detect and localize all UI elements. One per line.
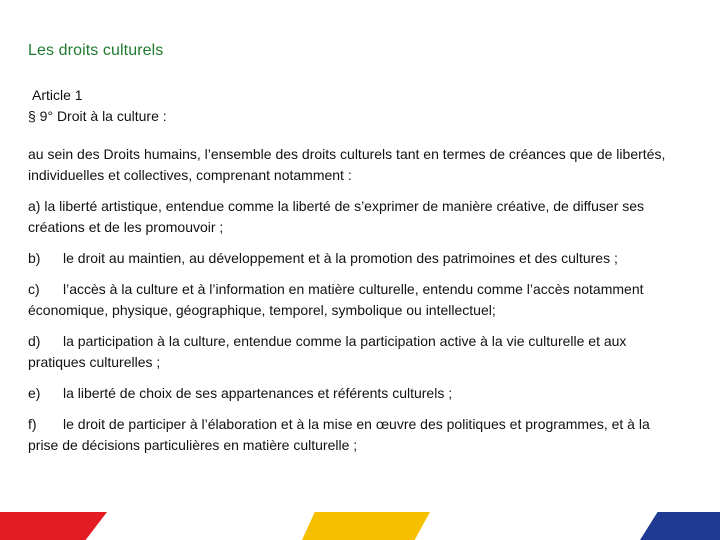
article-body	[28, 144, 678, 466]
item-text: la liberté de choix de ses appartenances et référents culturels ;	[63, 385, 453, 401]
item-text: le droit au maintien, au développement et à la promotion des patrimoines et des cultures ;	[63, 250, 618, 266]
slide-title: Les droits culturels	[28, 42, 164, 59]
article-heading	[28, 85, 167, 127]
item-text: la participation à la culture, entendue comme la participation active à la vie culturelle et aux pratiques culturelles ;	[28, 333, 627, 370]
item-letter: a)	[28, 198, 41, 214]
decorative-stripe-red	[0, 512, 107, 540]
list-item-b	[28, 248, 678, 269]
item-letter: d)	[28, 333, 41, 349]
list-item-f	[28, 414, 678, 456]
item-text: le droit de participer à l’élaboration et à la mise en œuvre des politiques et programmes, et à la prise de décisions particulières en matière culturelle ;	[28, 416, 650, 453]
item-text: la liberté artistique, entendue comme la liberté de s’exprimer de manière créative, de diffuser ses créations et de les promouvoir ;	[28, 198, 645, 235]
decorative-stripe-yellow	[302, 512, 430, 540]
article-number: Article 1	[32, 87, 83, 103]
list-item-e	[28, 383, 678, 404]
list-item-a	[28, 196, 678, 238]
decorative-stripe-blue	[640, 512, 720, 540]
list-item-d	[28, 331, 678, 373]
item-letter: e)	[28, 385, 41, 401]
item-letter: b)	[28, 250, 41, 266]
list-item-c	[28, 279, 678, 321]
section-heading: § 9° Droit à la culture :	[28, 108, 167, 124]
item-text: l’accès à la culture et à l’information en matière culturelle, entendu comme l’accès notamment économique, physique, géographique, temporel, symbolique ou intellectuel;	[28, 281, 644, 318]
item-letter: f)	[28, 416, 37, 432]
intro-paragraph: au sein des Droits humains, l’ensemble des droits culturels tant en termes de créances que de libertés, individuelles et collectives, comprenant notamment :	[28, 146, 666, 183]
item-letter: c)	[28, 281, 40, 297]
